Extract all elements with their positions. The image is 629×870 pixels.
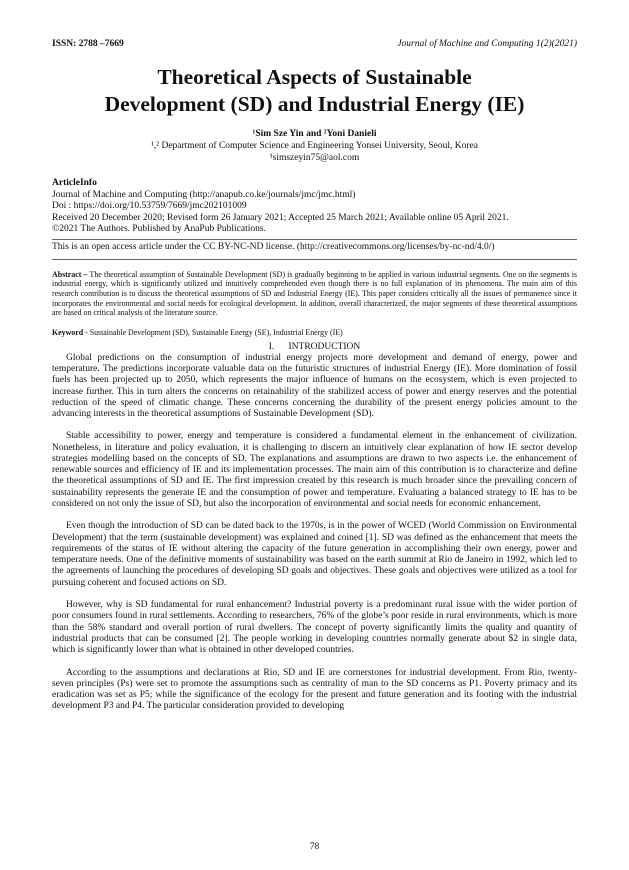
keyword-text: Sustainable Development (SD), Sustainable Energy (SE), Industrial Energy (IE) (87, 328, 343, 338)
keywords (52, 328, 577, 338)
paragraph: Stable accessibility to power, energy and temperature is considered a fundamental element in the enhancement of civilization. Nonetheless, in literature and policy evaluation, it is challenging to discern an intuitively clear explanation of how IE sector develop strategies modelling based on the concepts of SD. The explanations and assumptions are drawn to two aspects i.e. the enhancement of renewable sources and efficiency of IE and its implementation processes. The main aim of this contribution is to characterize and define the theoretical assumptions of SD and IE. The first impression created by this research is much broader since the prevailing concern of sustainability represents the generate IE and the consumption of power and temperature. Evaluating a balanced strategy to IE has to be considered on not only the issue of SD, but also the incorporation of environmental and social needs for economic enhancement. (52, 431, 577, 509)
issn: ISSN: 2788 –7669 (52, 39, 124, 49)
article-info-copyright: ©2021 The Authors. Published by AnaPub Publications. (52, 224, 266, 235)
paragraph: According to the assumptions and declarations at Rio, SD and IE are cornerstones for industrial development. From Rio, twenty-seven principles (Ps) were set to promote the assumptions such as centrality of man to the SD concerns as P1. Poverty primacy and its eradication was set as P5; while the significance of the ecology for the present and future generation and its footing with the industrial development P3 and P4. The particular consideration provided to developing (52, 667, 577, 712)
paragraph: However, why is SD fundamental for rural enhancement? Industrial poverty is a predominant rural issue with the wider portion of poor consumers found in rural settlements. According to researchers, 76% of the globe’s poor reside in rural environments, which is more than the 58% standard and overall portion of rural dwellers. The concept of poverty significantly limits the quality and quantity of industrial products that can be consumed [2]. The people working in developing countries normally generate about $2 in single data, which is significantly lower than what is obtained in other developed countries. (52, 600, 577, 656)
running-header (52, 38, 577, 50)
divider (52, 259, 577, 260)
paper-title (52, 64, 577, 118)
paragraph: Global predictions on the consumption of industrial energy projects more development and demand of energy, power and temperature. The predictions incorporate valuable data on the futuristic structures of industrial Energy (IE). More domination of fossil fuels has been projected up to 2050, which represents the major influence of humans on the ecosystem, which is even projected to increase further. This in turn alters the concerns on retainability of the stabilized access of power and energy reserves and the potential reduction of the speed of climatic change. These concerns concerning the durability of the present energy policies amount to the advancing interests in the theoretical assumptions of Sustainable Development (SD). (52, 352, 577, 420)
article-info-license: This is an open access article under the CC BY-NC-ND license. (http://creativecommons.org/licenses/by-nc-nd/4.0/) (52, 239, 577, 254)
keyword-label: Keyword - (52, 328, 88, 338)
paragraph: Even though the introduction of SD can be dated back to the 1970s, is in the power of WCED (World Commission on Environmental Development) that the term (sustainable development) was explained and coined [1]. SD was defined as the enhancement that meets the requirements of the status of IE without altering the capacity of the future generation in accomplishing their own energy, power and temperature needs. One of the definitive moments of sustainability was based on the earth summit at Rio de Janeiro in 1992, which led to the agreements of launching the procedures of developing SD goals and objectives. These goals and objectives were utilized as a tool for pursuing coherent and focused actions on SD. (52, 521, 577, 588)
title-line-2: Development (SD) and Industrial Energy (IE) (104, 92, 525, 116)
affiliation: ¹,² Department of Computer Science and Engineering Yonsei University, Seoul, Korea (151, 141, 478, 151)
article-info-dates: Received 20 December 2020; Revised form 26 January 2021; Accepted 25 March 2021; Available online 05 April 2021. (52, 212, 509, 223)
article-info-heading: ArticleInfo (52, 178, 97, 188)
title-line-1: Theoretical Aspects of Sustainable (157, 65, 472, 89)
journal-reference: Journal of Machine and Computing 1(2)(2021) (397, 39, 577, 49)
abstract-label: Abstract – (52, 269, 88, 279)
article-info-journal: Journal of Machine and Computing (http://anapub.co.ke/journals/jmc/jmc.html) (52, 189, 356, 200)
abstract (52, 270, 577, 319)
authors: ¹Sim Sze Yin and ²Yoni Danieli (252, 129, 377, 139)
article-info (52, 178, 577, 260)
author-email[interactable]: ¹simszeyin75@aol.com (269, 153, 360, 163)
body-text (52, 353, 577, 713)
abstract-text: The theoretical assumption of Sustainable Development (SD) is gradually beginning to be applied in various industrial segments. One on the segments is industrial energy, which is significantly utilized and intuitively comprehended even though there is no full explanation of its phenomena. The main aim of this research contribution is to discuss the theoretical assumptions of SD and Industrial Energy (IE). This paper considers critically all the issues of permanence since it incorporates the environmental and social needs for ecological development. In addition, overall characterized, the major segments of these theoretical assumptions are based on critical analysis of the literature source. (52, 269, 577, 318)
article-info-doi[interactable]: Doi : https://doi.org/10.53759/7669/jmc202101009 (52, 201, 247, 212)
page-number: 78 (309, 842, 320, 852)
section-heading: I. INTRODUCTION (268, 341, 361, 352)
